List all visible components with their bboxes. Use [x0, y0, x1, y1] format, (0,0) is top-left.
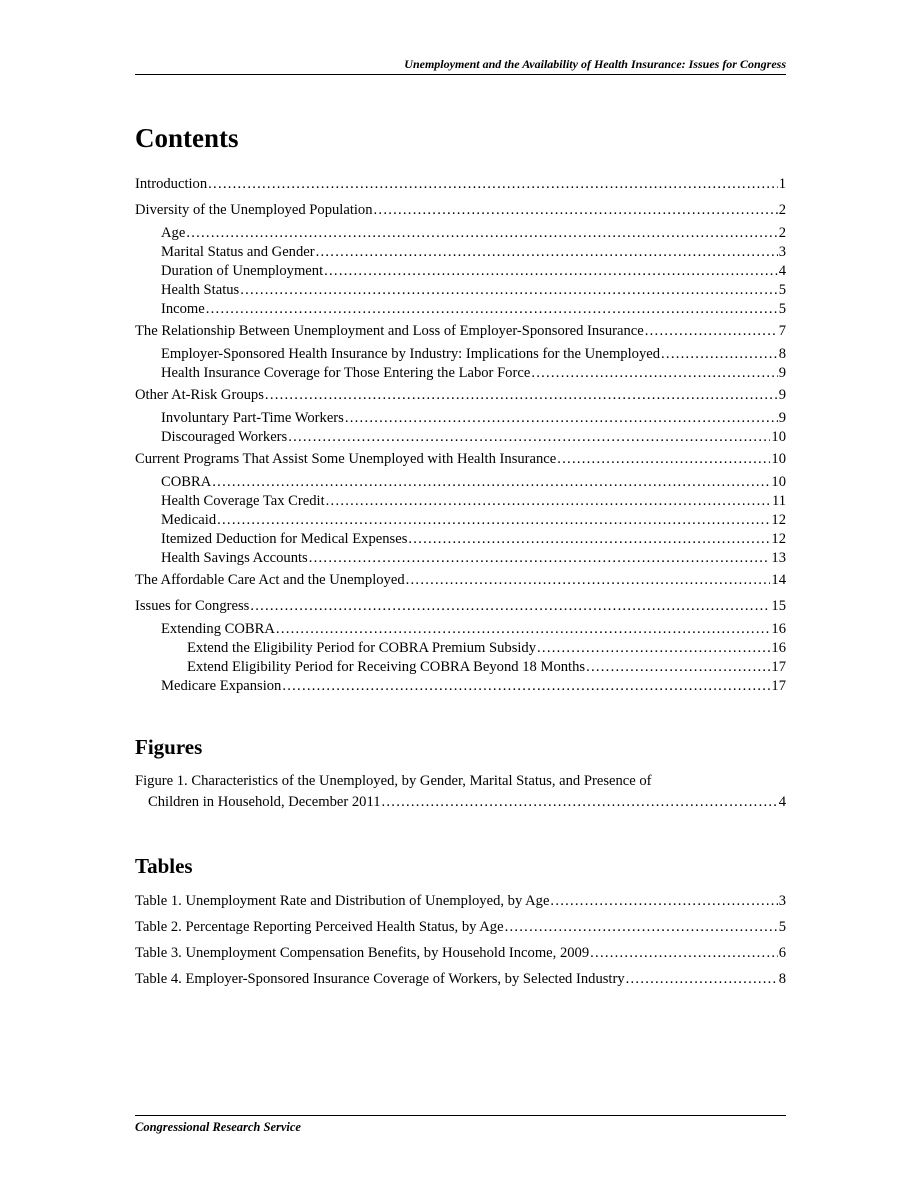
page-title: Contents — [135, 123, 239, 153]
tables-heading: Tables — [135, 854, 193, 878]
toc-entry-hctc[interactable]: Health Coverage Tax Credit . . . 11 — [161, 493, 786, 512]
list-item-table-1[interactable]: Table 1. Unemployment Rate and Distribution of Unemployed, by Age . . . 3 — [135, 893, 786, 912]
footer-text: Congressional Research Service — [135, 1120, 301, 1134]
toc-entry-health-status[interactable]: Health Status . . . 5 — [161, 282, 786, 301]
figures-heading: Figures — [135, 735, 203, 759]
toc-entry-esi-by-industry[interactable]: Employer-Sponsored Health Insurance by Industry: Implications for the Unemployed . . . 8 — [161, 346, 786, 365]
toc-entry-relationship[interactable]: The Relationship Between Unemployment and Loss of Employer-Sponsored Insurance . . . 7 — [135, 323, 786, 342]
list-item-figure-1[interactable]: Children in Household, December 2011 . . . 4 — [148, 794, 786, 813]
footer-rule — [135, 1115, 786, 1116]
toc-entry-issues[interactable]: Issues for Congress . . . 15 — [135, 598, 786, 617]
toc-entry-duration[interactable]: Duration of Unemployment . . . 4 — [161, 263, 786, 282]
figures-list — [135, 773, 786, 815]
toc-entry-medicare-expansion[interactable]: Medicare Expansion . . . 17 — [161, 678, 786, 697]
toc-entry-labor-force[interactable]: Health Insurance Coverage for Those Entering the Labor Force . . . 9 — [161, 365, 786, 384]
toc-entry-medicaid[interactable]: Medicaid . . . 12 — [161, 512, 786, 531]
toc-entry-part-time[interactable]: Involuntary Part-Time Workers . . . 9 — [161, 410, 786, 429]
toc-entry-age[interactable]: Age . . . 2 — [161, 225, 786, 244]
list-item-table-4[interactable]: Table 4. Employer-Sponsored Insurance Coverage of Workers, by Selected Industry . . . 8 — [135, 971, 786, 990]
toc-entry-income[interactable]: Income . . . 5 — [161, 301, 786, 320]
toc-entry-current-programs[interactable]: Current Programs That Assist Some Unemployed with Health Insurance . . . 10 — [135, 451, 786, 470]
toc-entry-hsa[interactable]: Health Savings Accounts . . . 13 — [161, 550, 786, 569]
toc-entry-discouraged[interactable]: Discouraged Workers . . . 10 — [161, 429, 786, 448]
header-rule — [135, 74, 786, 75]
toc-entry-diversity[interactable]: Diversity of the Unemployed Population . . . 2 — [135, 202, 786, 221]
toc-entry-premium-subsidy[interactable]: Extend the Eligibility Period for COBRA Premium Subsidy . . . 16 — [187, 640, 786, 659]
toc-entry-at-risk[interactable]: Other At-Risk Groups . . . 9 — [135, 387, 786, 406]
figure-1-title-line[interactable]: Figure 1. Characteristics of the Unemployed, by Gender, Marital Status, and Presence of — [135, 773, 652, 789]
toc-entry-beyond-18-months[interactable]: Extend Eligibility Period for Receiving COBRA Beyond 18 Months . . . 17 — [187, 659, 786, 678]
toc-entry-cobra[interactable]: COBRA . . . 10 — [161, 474, 786, 493]
running-header: Unemployment and the Availability of Health Insurance: Issues for Congress — [404, 57, 786, 71]
list-item-table-3[interactable]: Table 3. Unemployment Compensation Benefits, by Household Income, 2009 . . . 6 — [135, 945, 786, 964]
toc-entry-marital-status[interactable]: Marital Status and Gender . . . 3 — [161, 244, 786, 263]
toc-entry-aca[interactable]: The Affordable Care Act and the Unemployed . . . 14 — [135, 572, 786, 591]
toc-entry-introduction[interactable]: Introduction . . . 1 — [135, 176, 786, 195]
toc-entry-extending-cobra[interactable]: Extending COBRA . . . 16 — [161, 621, 786, 640]
list-item-table-2[interactable]: Table 2. Percentage Reporting Perceived Health Status, by Age . . . 5 — [135, 919, 786, 938]
toc-entry-itemized-deduction[interactable]: Itemized Deduction for Medical Expenses . . . 12 — [161, 531, 786, 550]
